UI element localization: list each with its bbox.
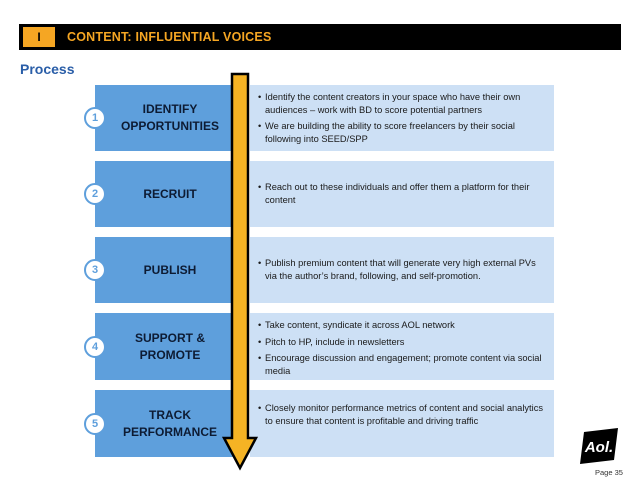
step-description-support-promote bbox=[250, 313, 554, 380]
aol-logo-icon bbox=[578, 428, 620, 464]
bullet-item: • Take content, syndicate it across AOL network bbox=[258, 319, 546, 332]
bullet-item: • Identify the content creators in your space who have their own audiences – work with BD to score potential partners bbox=[258, 91, 546, 116]
step-label-line2: OPPORTUNITIES bbox=[120, 119, 219, 133]
step-number-circle: 1 bbox=[84, 107, 106, 129]
process-row-1 bbox=[0, 85, 638, 151]
header-bar bbox=[19, 24, 621, 50]
step-box-track-performance bbox=[95, 390, 235, 457]
step-box-identify bbox=[95, 85, 235, 151]
step-box-recruit bbox=[95, 161, 235, 227]
step-description-track-performance bbox=[250, 390, 554, 457]
step-label-line1: PUBLISH bbox=[143, 262, 197, 277]
bullet-item: • We are building the ability to score freelancers by their social following into SEED/SPP bbox=[258, 120, 546, 145]
step-number-circle: 3 bbox=[84, 259, 106, 281]
step-description-identify bbox=[250, 85, 554, 151]
step-description-recruit bbox=[250, 161, 554, 227]
bullet-item: • Publish premium content that will generate very high external PVs via the author’s brand, following, and self-promotion. bbox=[258, 257, 546, 282]
step-box-publish bbox=[95, 237, 235, 303]
logo-text: Aol. bbox=[584, 439, 614, 456]
page-number: Page 35 bbox=[595, 468, 623, 477]
bullet-item: • Closely monitor performance metrics of content and social analytics to ensure that content is profitable and driving traffic bbox=[258, 402, 546, 427]
step-number-circle: 5 bbox=[84, 413, 106, 435]
bullet-item: • Reach out to these individuals and offer them a platform for their content bbox=[258, 181, 546, 206]
step-label-line1: TRACK bbox=[148, 407, 191, 422]
section-title: Process bbox=[20, 61, 75, 77]
step-label-line1: SUPPORT & bbox=[134, 330, 205, 345]
slide-title: CONTENT: INFLUENTIAL VOICES bbox=[67, 30, 272, 44]
step-number-circle: 2 bbox=[84, 183, 106, 205]
step-box-support-promote bbox=[95, 313, 235, 380]
step-label-line2: PERFORMANCE bbox=[122, 424, 217, 439]
bullet-item: • Pitch to HP, include in newsletters bbox=[258, 336, 546, 349]
step-number-circle: 4 bbox=[84, 336, 106, 358]
process-row-3 bbox=[0, 237, 638, 303]
process-row-5 bbox=[0, 390, 638, 457]
step-label-line1: RECRUIT bbox=[143, 186, 197, 201]
process-row-4 bbox=[0, 313, 638, 380]
process-arrow-icon bbox=[222, 72, 258, 472]
bullet-item: • Encourage discussion and engagement; promote content via social media bbox=[258, 352, 546, 377]
process-row-2 bbox=[0, 161, 638, 227]
step-description-publish bbox=[250, 237, 554, 303]
step-label-line2: PROMOTE bbox=[139, 347, 201, 362]
step-label-line1: IDENTIFY bbox=[142, 102, 198, 116]
section-number-tag: I bbox=[23, 27, 55, 47]
